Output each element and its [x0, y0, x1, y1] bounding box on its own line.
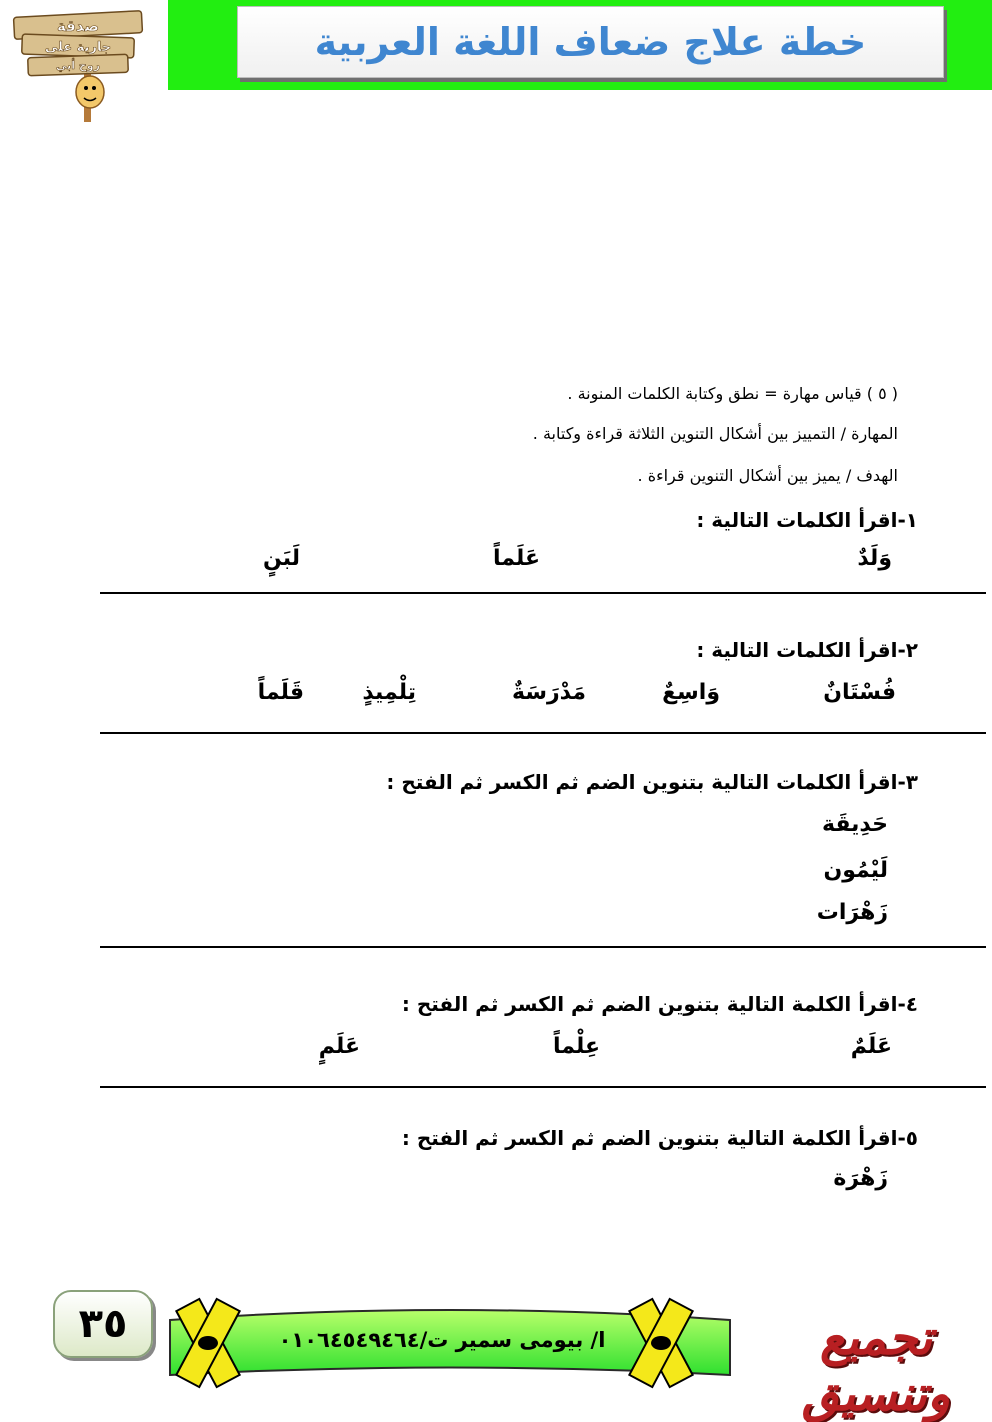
- skill-number-line: ( ٥ ) قياس مهارة = نطق وكتابة الكلمات المنونة .: [567, 384, 898, 403]
- section-4-word-2: عِلْماً: [552, 1034, 600, 1059]
- section-1-word-2: عَلَماً: [492, 546, 540, 571]
- skill-line: المهارة / التمييز بين أشكال التنوين الثلاثة قراءة وكتابة .: [532, 424, 898, 443]
- logo-line-2: جارية على: [44, 40, 112, 55]
- divider-4: [100, 1086, 986, 1088]
- divider-3: [100, 946, 986, 948]
- section-1-word-3: لَبَنٍ: [262, 546, 300, 571]
- section-3-heading: ٣-اقرأ الكلمات التالية بتنوين الضم ثم الكسر ثم الفتح :: [386, 770, 918, 794]
- section-2-word-2: وَاسِعٌ: [662, 680, 720, 705]
- divider-1: [100, 592, 986, 594]
- section-2-heading: ٢-اقرأ الكلمات التالية :: [696, 638, 918, 662]
- section-5-word-1: زَهْرَة: [833, 1166, 888, 1191]
- section-2-word-1: فُسْتَانٌ: [823, 680, 896, 705]
- page-number-box: [53, 1290, 153, 1358]
- section-1-heading: ١-اقرأ الكلمات التالية :: [696, 508, 918, 532]
- page-number: ٣٥: [78, 1301, 128, 1347]
- section-4-word-1: عَلَمٌ: [850, 1034, 892, 1059]
- divider-2: [100, 732, 986, 734]
- section-2-word-3: مَدْرَسَةٌ: [512, 680, 586, 705]
- signature-text: تجميع وتنسيق: [801, 1310, 951, 1422]
- section-5-heading: ٥-اقرأ الكلمة التالية بتنوين الضم ثم الكسر ثم الفتح :: [401, 1126, 918, 1150]
- section-3-word-3: زَهْرَات: [816, 900, 888, 925]
- logo-line-3: روح أبي: [56, 59, 100, 72]
- section-2-word-4: تِلْمِيذٍ: [362, 680, 416, 705]
- section-3-word-1: حَدِيقَة: [822, 812, 888, 837]
- section-3-word-2: لَيْمُون: [823, 858, 888, 883]
- section-4-heading: ٤-اقرأ الكلمة التالية بتنوين الضم ثم الكسر ثم الفتح :: [401, 992, 918, 1016]
- sign-logo: [8, 6, 148, 126]
- author-contact: ا/ بيومى سمير ت/٠١٠٦٤٥٤٩٤٦٤: [278, 1328, 606, 1352]
- section-4-word-3: عَلَمٍ: [318, 1034, 360, 1059]
- section-2-word-5: قَلَماً: [257, 680, 304, 705]
- section-1-word-1: وَلَدٌ: [857, 546, 892, 571]
- title-box: [237, 6, 944, 78]
- logo-line-1: صدقة: [56, 17, 100, 35]
- goal-line: الهدف / يميز بين أشكال التنوين قراءة .: [637, 466, 898, 485]
- page-title: خطة علاج ضعاف اللغة العربية: [314, 20, 867, 64]
